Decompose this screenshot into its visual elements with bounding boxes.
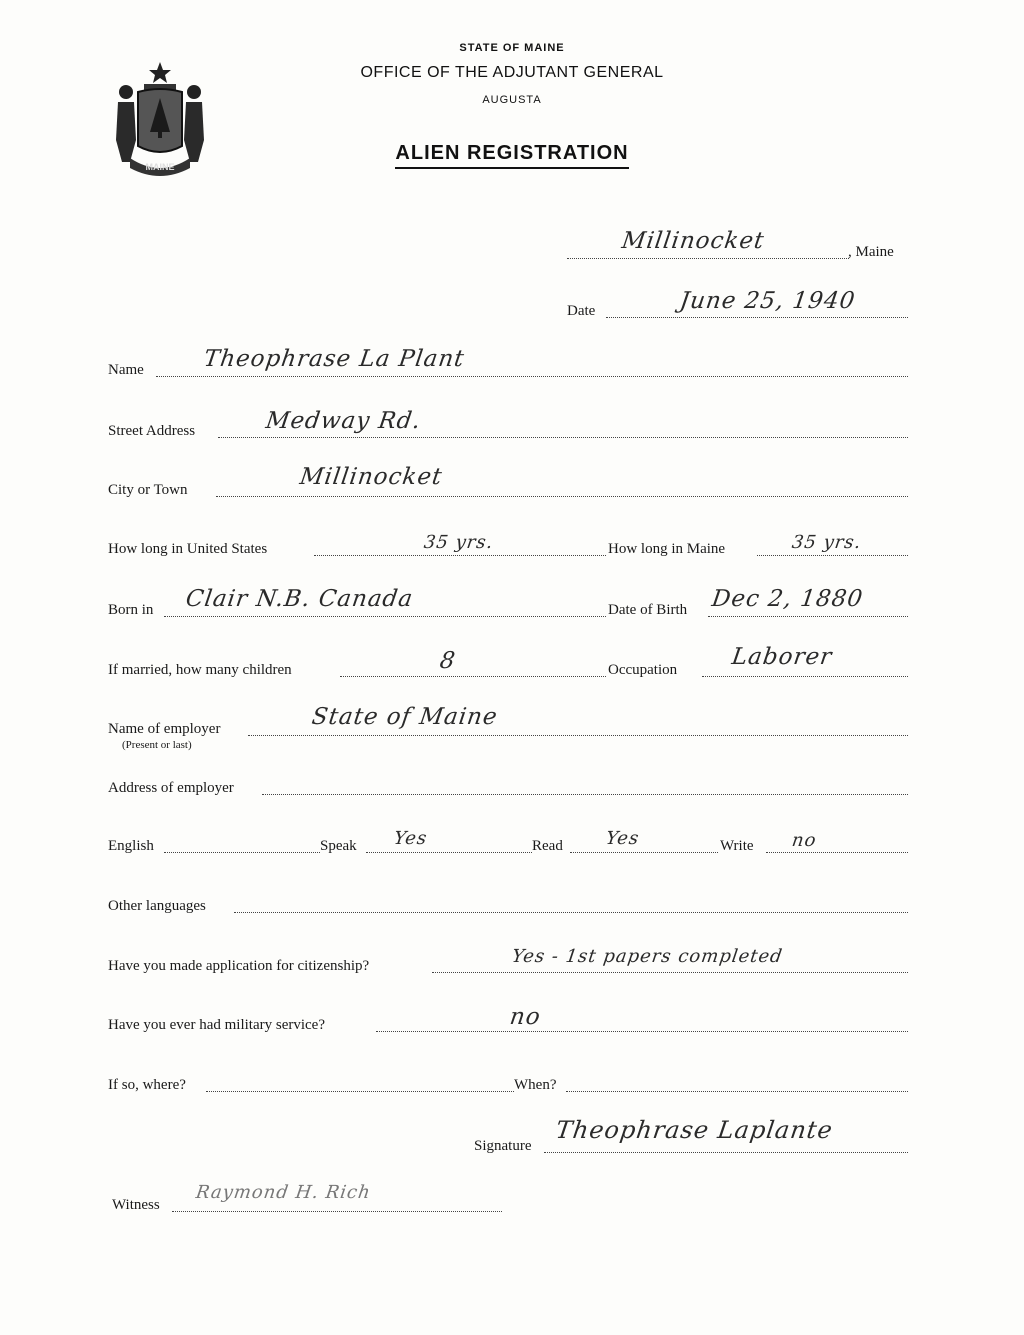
citizenship-line [432, 972, 908, 973]
dob-label: Date of Birth [608, 602, 688, 618]
military-line [376, 1031, 908, 1032]
town-line [567, 258, 849, 259]
occupation-line [702, 676, 908, 677]
military-value: no [508, 1004, 543, 1030]
form-title [0, 142, 1024, 165]
citizenship-label: Have you made application for citizenship? [108, 958, 370, 974]
city-line [216, 496, 908, 497]
write-line [766, 852, 908, 853]
city-label: City or Town [108, 482, 188, 498]
state-heading: STATE OF MAINE [459, 42, 565, 54]
street-value: Medway Rd. [264, 408, 423, 434]
employer-value: State of Maine [310, 704, 500, 730]
when-line [566, 1091, 908, 1092]
date-line [606, 317, 908, 318]
born-line [164, 616, 606, 617]
other-languages-label: Other languages [108, 898, 206, 914]
name-line [156, 376, 908, 377]
read-label: Read [532, 838, 563, 854]
children-value: 8 [438, 648, 458, 674]
speak-label: Speak [320, 838, 357, 854]
occupation-label: Occupation [608, 662, 678, 678]
employer-note: (Present or last) [122, 739, 192, 751]
read-line [570, 852, 718, 853]
seal-banner: MAINE [145, 162, 175, 172]
children-line [340, 676, 606, 677]
dob-value: Dec 2, 1880 [710, 586, 865, 612]
city-heading: AUGUSTA [482, 94, 542, 106]
how-long-us-label: How long in United States [108, 541, 268, 557]
citizenship-value: Yes - 1st papers completed [510, 946, 785, 967]
occupation-value: Laborer [730, 644, 834, 670]
employer-line [248, 735, 908, 736]
signature-line [544, 1152, 908, 1153]
office-heading: OFFICE OF THE ADJUTANT GENERAL [360, 64, 664, 81]
employer-label: Name of employer [108, 721, 221, 737]
speak-value: Yes [392, 828, 429, 849]
name-value: Theophrase La Plant [202, 346, 467, 372]
how-long-me-line [757, 555, 908, 556]
witness-label: Witness [112, 1197, 160, 1213]
english-line [164, 852, 320, 853]
witness-value: Raymond H. Rich [194, 1182, 373, 1203]
when-label: When? [514, 1077, 557, 1093]
maine-label: , Maine [848, 244, 894, 260]
form-title-text: ALIEN REGISTRATION [395, 142, 628, 169]
date-value: June 25, 1940 [678, 288, 858, 314]
signature-value: Theophrase Laplante [554, 1116, 835, 1144]
employer-address-label: Address of employer [108, 780, 234, 796]
children-label: If married, how many children [108, 662, 292, 678]
how-long-us-value: 35 yrs. [422, 532, 495, 553]
name-label: Name [108, 362, 144, 378]
how-long-us-line [314, 555, 606, 556]
how-long-me-value: 35 yrs. [790, 532, 863, 553]
street-line [218, 437, 908, 438]
date-label: Date [567, 303, 596, 319]
employer-address-line [262, 794, 908, 795]
where-line [206, 1091, 514, 1092]
english-label: English [108, 838, 154, 854]
how-long-me-label: How long in Maine [608, 541, 726, 557]
street-label: Street Address [108, 423, 196, 439]
witness-line [172, 1211, 502, 1212]
dob-line [708, 616, 908, 617]
write-value: no [790, 830, 818, 851]
military-label: Have you ever had military service? [108, 1017, 325, 1033]
city-value: Millinocket [298, 464, 445, 490]
write-label: Write [720, 838, 754, 854]
born-label: Born in [108, 602, 154, 618]
town-value: Millinocket [620, 228, 767, 254]
other-languages-line [234, 912, 908, 913]
where-label: If so, where? [108, 1077, 186, 1093]
speak-line [366, 852, 532, 853]
signature-label: Signature [474, 1138, 532, 1154]
read-value: Yes [604, 828, 641, 849]
born-value: Clair N.B. Canada [184, 586, 415, 612]
